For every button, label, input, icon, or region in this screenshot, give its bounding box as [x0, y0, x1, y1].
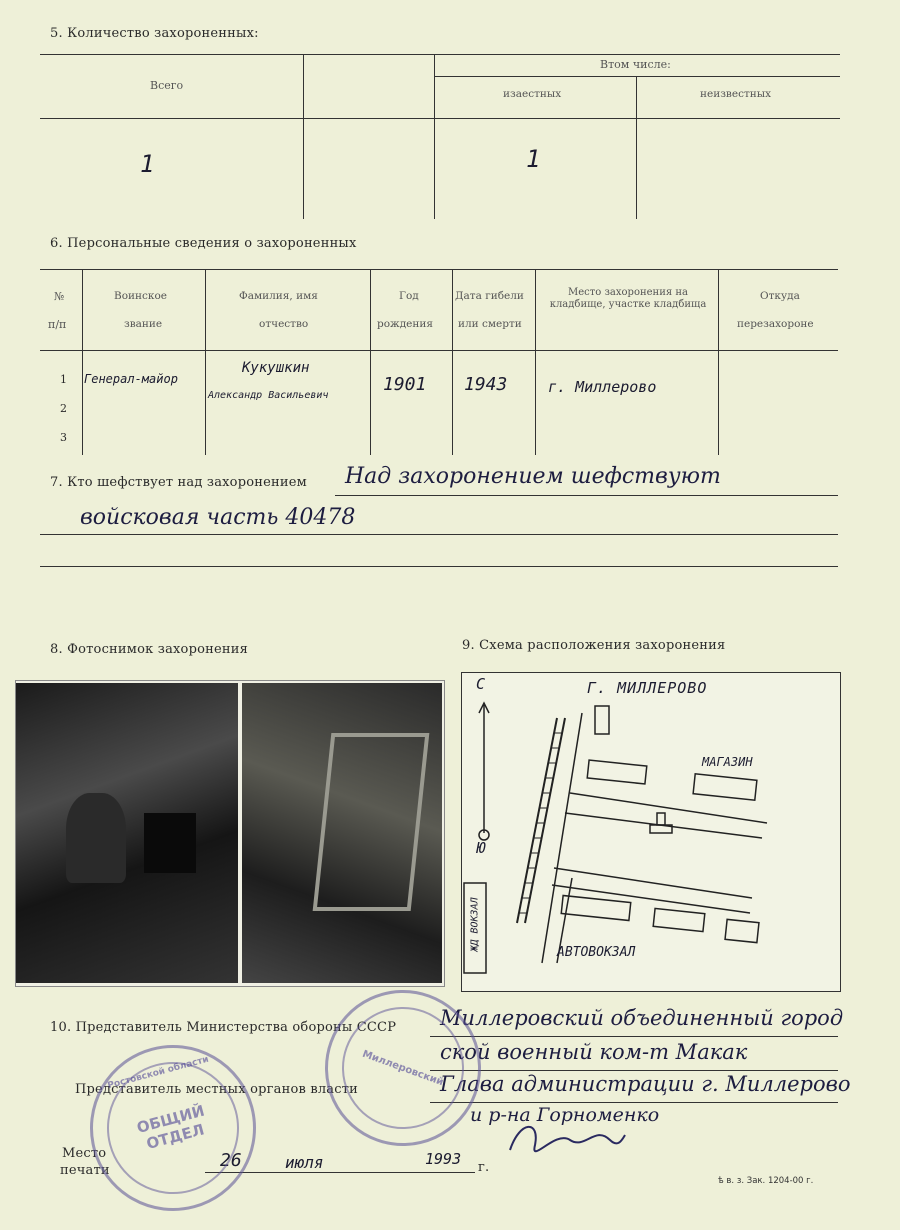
date-year-label: г. — [478, 1160, 490, 1175]
value-total: 1 — [140, 150, 155, 178]
mod-rep-line-1: Миллеровский объединенный город — [440, 1006, 844, 1030]
entry-death-year: 1943 — [464, 374, 508, 395]
section-9-title: 9. Схема расположения захоронения — [462, 638, 726, 653]
left-stamp-ring-text: Ростовской области — [106, 1054, 210, 1092]
table5-mid-rule — [40, 118, 840, 119]
monument-stele — [144, 813, 196, 873]
local-rep-line-2: и р-на Горноменко — [470, 1104, 660, 1126]
section-5-title: 5. Количество захороненных: — [50, 26, 259, 41]
table6-vrule — [82, 269, 83, 455]
scheme-bus-station-label: АВТОВОКЗАЛ — [557, 945, 636, 960]
table5-vrule — [303, 54, 304, 219]
scheme-north-label: С — [476, 675, 486, 693]
scheme-south-label: Ю — [476, 839, 486, 857]
local-rep-line-1: Глава администрации г. Миллерово — [440, 1072, 851, 1096]
date-month: июля — [285, 1153, 324, 1172]
section-10-label: 10. Представитель Министерства обороны СССР — [50, 1020, 397, 1035]
grave-border — [313, 733, 430, 911]
col-known-header: изаестных — [503, 88, 562, 100]
printing-info: ѣ в. з. Зак. 1204-00 г. — [718, 1176, 814, 1186]
scheme-drawing — [462, 673, 840, 991]
signature-rule — [430, 1102, 838, 1103]
hdr-name-b: отчество — [259, 318, 309, 330]
row-number: 1 — [60, 373, 67, 386]
patron-line-2: войсковая часть 40478 — [80, 505, 356, 530]
scheme-city-label: Г. МИЛЛЕРОВО — [587, 679, 708, 697]
location-scheme — [461, 672, 841, 992]
burial-photo-frame — [15, 680, 445, 987]
scheme-railway-station-label: ЖД ВОКЗАЛ — [469, 897, 481, 952]
table5-sub-rule — [434, 76, 840, 77]
col-total-header: Всего — [150, 79, 184, 92]
patron-rule — [40, 566, 838, 567]
date-day: 26 — [220, 1150, 242, 1171]
signature-rule — [430, 1036, 838, 1037]
center-stamp — [303, 968, 503, 1168]
hdr-death-a: Дата гибели — [455, 290, 524, 302]
local-rep-label: Представитель местных органов власти — [75, 1082, 358, 1097]
hdr-birth-a: Год — [399, 290, 419, 302]
table6-vrule — [535, 269, 536, 455]
burial-photo-left — [16, 683, 238, 983]
scheme-shop-label: МАГАЗИН — [702, 755, 753, 769]
section-6-title: 6. Персональные сведения о захороненных — [50, 236, 357, 251]
table5-top-rule — [40, 54, 840, 55]
hdr-num-b: п/п — [48, 318, 67, 331]
entry-surname: Кукушкин — [242, 360, 310, 376]
hdr-name-a: Фамилия, имя — [239, 290, 318, 302]
monument-bust — [66, 793, 126, 883]
burial-photo-right — [242, 683, 442, 983]
col-including-header: Втом числе: — [600, 58, 671, 71]
center-stamp-ring-text: Миллеровский — [360, 1048, 446, 1088]
hdr-death-b: или смерти — [458, 318, 522, 330]
entry-birth-year: 1901 — [383, 374, 427, 395]
patron-rule — [40, 534, 838, 535]
row-number: 2 — [60, 402, 67, 415]
date-year: 1993 — [425, 1150, 462, 1168]
value-known: 1 — [526, 145, 541, 173]
table5-vrule — [636, 76, 637, 219]
signature-rule — [430, 1070, 838, 1071]
stamp-place-label-a: Место — [62, 1146, 107, 1161]
entry-burial-place: г. Миллерово — [548, 378, 657, 396]
section-8-title: 8. Фотоснимок захоронения — [50, 642, 249, 657]
patron-rule — [335, 495, 838, 496]
left-stamp — [71, 1026, 274, 1229]
hdr-place: Место захоронения на кладбище, участке кладбища — [549, 287, 707, 310]
entry-rank: Генерал-майор — [84, 372, 178, 386]
date-rule — [205, 1172, 475, 1173]
left-stamp-center-text: ОБЩИЙ ОТДЕЛ — [134, 1101, 207, 1154]
hdr-rank-a: Воинское — [114, 290, 168, 302]
stamp-place-label-b: печати — [60, 1163, 110, 1178]
entry-given-names: Александр Васильевич — [208, 390, 329, 401]
table6-vrule — [452, 269, 453, 455]
patron-line-1: Над захоронением шефствуют — [345, 464, 721, 489]
col-unknown-header: неизвестных — [700, 88, 772, 100]
row-number: 3 — [60, 431, 67, 444]
section-7-label: 7. Кто шефствует над захоронением — [50, 475, 307, 490]
hdr-from-b: перезахороне — [737, 318, 814, 330]
table6-vrule — [205, 269, 206, 455]
signature-scribble — [500, 1110, 630, 1170]
table6-vrule — [370, 269, 371, 455]
hdr-birth-b: рождения — [377, 318, 434, 330]
hdr-rank-b: звание — [124, 318, 163, 330]
mod-rep-line-2: ской военный ком-т Макак — [440, 1040, 748, 1064]
hdr-from-a: Откуда — [760, 290, 800, 302]
table5-vrule — [434, 54, 435, 219]
hdr-num-a: № — [54, 290, 65, 303]
table6-vrule — [718, 269, 719, 455]
